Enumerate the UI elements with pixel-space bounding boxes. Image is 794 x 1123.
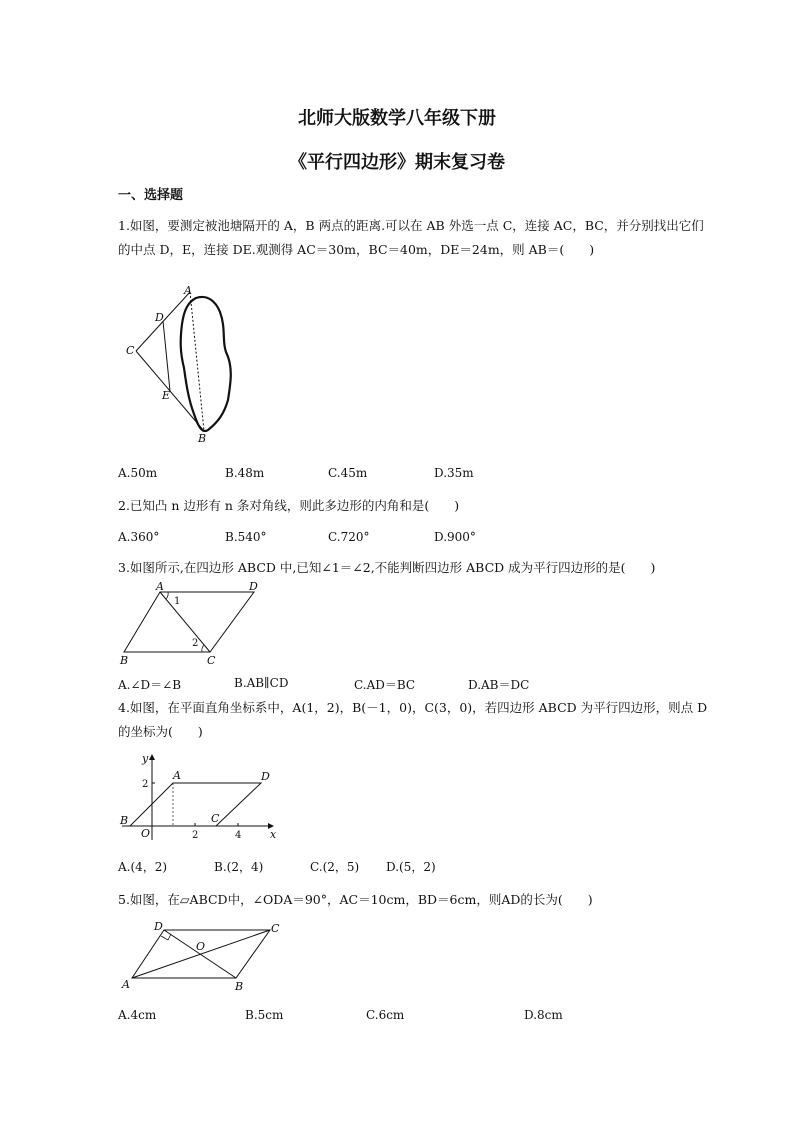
question-4-options — [118, 858, 718, 876]
q4-option-c[interactable]: C.(2，5) — [310, 860, 360, 874]
question-2-options — [118, 530, 718, 548]
q5-option-a[interactable]: A.4cm — [118, 1008, 157, 1022]
q5-right-angle-mark — [161, 934, 171, 940]
q3-quad-abcd — [124, 592, 254, 652]
q5-option-d[interactable]: D.8cm — [524, 1008, 563, 1022]
q4-option-a[interactable]: A.(4，2) — [118, 860, 168, 874]
q5-diagonal-bd — [164, 930, 236, 978]
document-subtitle: 《平行四边形》期末复习卷 — [289, 152, 505, 173]
section-heading: 一、选择题 — [118, 188, 184, 203]
q3-label-d: D — [249, 580, 258, 593]
q3-option-b[interactable]: B.AB∥CD — [234, 676, 289, 690]
q3-label-b: B — [120, 654, 129, 667]
q1-pond-outline — [181, 297, 231, 431]
q1-label-a: A — [184, 284, 192, 297]
q2-option-a[interactable]: A.360° — [118, 530, 160, 544]
q3-diagonal-ac — [160, 592, 210, 652]
q4-label-x: x — [270, 828, 277, 841]
document-title: 北师大版数学八年级下册 — [298, 108, 496, 129]
q3-angle-1-arc — [166, 592, 168, 599]
q5-diagonal-ac — [132, 930, 270, 978]
q5-label-d: D — [154, 920, 163, 933]
question-1-text: 1.如图，要测定被池塘隔开的 A，B 两点的距离.可以在 AB 外选一点 C，连接 AC，BC，并分别找出它们的中点 D，E，连接 DE.观测得 AC＝30m，BC＝40m，DE＝24m，则 AB＝( ) — [118, 218, 704, 257]
q4-label-y2: 2 — [142, 779, 149, 790]
q3-label-c: C — [207, 654, 216, 667]
question-2-text: 2.已知凸 n 边形有 n 条对角线，则此多边形的内角和是( ) — [118, 498, 460, 513]
q4-parallelogram-abcd — [130, 783, 261, 826]
q5-label-o: O — [196, 940, 206, 953]
q4-label-x2: 2 — [192, 830, 199, 841]
q1-figure-pond — [118, 282, 248, 447]
q4-label-a: A — [173, 769, 181, 782]
q5-label-b: B — [235, 980, 244, 993]
q5-figure-parallelogram — [118, 920, 288, 996]
question-5-options — [118, 1008, 718, 1026]
q3-option-d[interactable]: D.AB＝DC — [468, 678, 530, 692]
q1-option-d[interactable]: D.35m — [434, 466, 474, 480]
q1-option-a[interactable]: A.50m — [118, 466, 158, 480]
question-4-text: 4.如图，在平面直角坐标系中，A(1，2)，B(－1，0)，C(3，0)，若四边形 ABCD 为平行四边形，则点 D 的坐标为( ) — [118, 700, 708, 739]
q5-label-a: A — [122, 978, 130, 991]
q4-label-c: C — [211, 812, 220, 825]
q1-label-b: B — [198, 432, 207, 445]
q2-option-c[interactable]: C.720° — [328, 530, 370, 544]
question-3-text: 3.如图所示,在四边形 ABCD 中,已知∠1＝∠2,不能判断四边形 ABCD 成为平行四边形的是( ) — [118, 560, 656, 575]
question-3-options — [118, 676, 718, 694]
q4-label-y: y — [142, 752, 149, 765]
q4-label-b: B — [120, 814, 129, 827]
q4-label-x4: 4 — [235, 830, 242, 841]
q3-angle-2-arc — [202, 645, 204, 652]
q1-option-b[interactable]: B.48m — [225, 466, 265, 480]
q4-y-axis-arrow — [149, 754, 155, 760]
q4-option-b[interactable]: B.(2，4) — [214, 860, 264, 874]
q5-option-c[interactable]: C.6cm — [366, 1008, 405, 1022]
question-1-options — [118, 466, 718, 484]
q4-label-d: D — [261, 770, 270, 783]
q5-option-b[interactable]: B.5cm — [245, 1008, 284, 1022]
q3-label-angle-2: 2 — [192, 638, 199, 649]
question-5-text: 5.如图，在▱ABCD中，∠ODA＝90°，AC＝10cm，BD＝6cm，则AD的长为( ) — [118, 892, 593, 907]
q2-option-d[interactable]: D.900° — [434, 530, 476, 544]
q1-label-e: E — [162, 389, 171, 402]
q3-label-a: A — [156, 580, 164, 593]
q3-figure-quadrilateral — [118, 582, 278, 668]
q1-line-de — [163, 321, 170, 391]
q3-label-angle-1: 1 — [174, 596, 181, 607]
q5-label-c: C — [271, 922, 280, 935]
q1-label-c: C — [126, 344, 135, 357]
q1-option-c[interactable]: C.45m — [328, 466, 368, 480]
q3-option-a[interactable]: A.∠D＝∠B — [118, 678, 182, 692]
q4-option-d[interactable]: D.(5，2) — [386, 860, 436, 874]
q2-option-b[interactable]: B.540° — [225, 530, 267, 544]
q4-label-o: O — [141, 827, 151, 840]
q1-label-d: D — [155, 311, 164, 324]
q3-option-c[interactable]: C.AD＝BC — [354, 678, 416, 692]
q4-figure-coordinate — [118, 752, 283, 842]
